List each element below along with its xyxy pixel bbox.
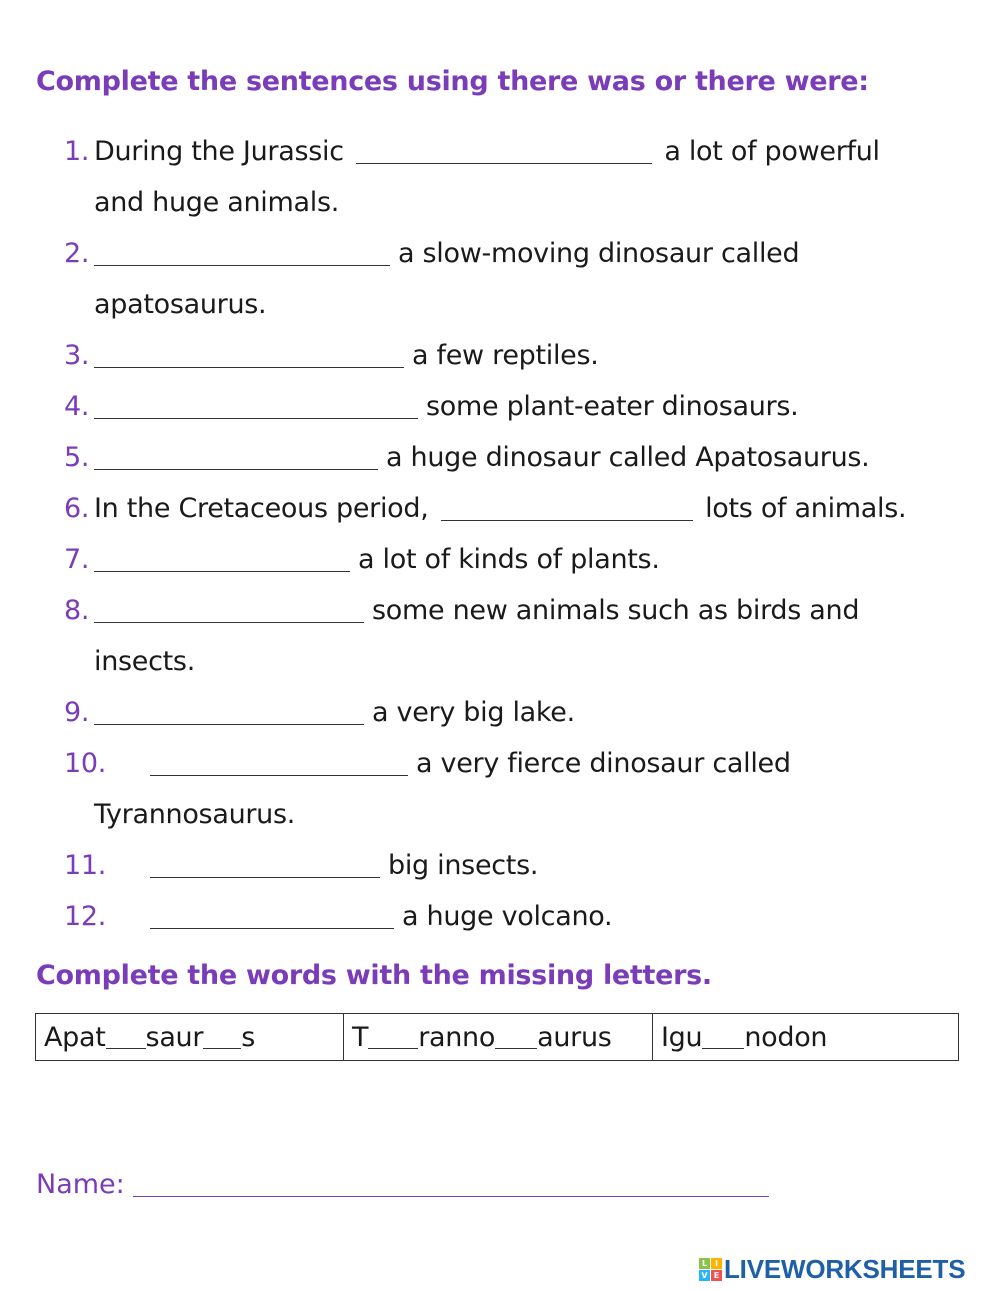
item-number: 8. bbox=[64, 595, 90, 626]
list-item bbox=[0, 687, 1000, 738]
item-number: 10. bbox=[64, 748, 107, 779]
section-title-sentences: Complete the sentences using there was or there were: bbox=[36, 66, 869, 97]
sentence-continuation: insects. bbox=[94, 646, 195, 677]
word-cell bbox=[653, 1014, 959, 1061]
list-item bbox=[0, 840, 1000, 891]
section-title-missing-letters: Complete the words with the missing letters. bbox=[36, 960, 712, 991]
item-number: 11. bbox=[64, 850, 107, 881]
answer-blank[interactable] bbox=[94, 592, 364, 623]
answer-blank[interactable] bbox=[94, 388, 418, 419]
answer-blank[interactable] bbox=[150, 898, 394, 929]
sentence-text: a lot of powerful bbox=[664, 136, 880, 167]
letter-blank[interactable] bbox=[702, 1022, 744, 1049]
answer-blank[interactable] bbox=[150, 745, 408, 776]
word-fragment: Apat bbox=[44, 1021, 106, 1053]
name-field bbox=[36, 1166, 769, 1200]
item-number: 4. bbox=[64, 391, 90, 422]
word-fragment: Igu bbox=[661, 1021, 703, 1053]
sentence-text: a few reptiles. bbox=[412, 340, 599, 371]
letter-blank[interactable] bbox=[495, 1022, 537, 1049]
item-number: 9. bbox=[64, 697, 90, 728]
sentence-text: some plant-eater dinosaurs. bbox=[426, 391, 799, 422]
logo-icon: L I V E bbox=[699, 1258, 722, 1281]
sentence-list bbox=[0, 126, 1000, 942]
item-number: 2. bbox=[64, 238, 90, 269]
item-number: 6. bbox=[64, 493, 90, 524]
answer-blank[interactable] bbox=[94, 694, 364, 725]
name-label: Name: bbox=[36, 1169, 125, 1200]
liveworksheets-logo bbox=[699, 1254, 965, 1285]
list-item bbox=[0, 738, 1000, 840]
list-item bbox=[0, 126, 1000, 228]
item-number: 3. bbox=[64, 340, 90, 371]
word-cell bbox=[36, 1014, 344, 1061]
answer-blank[interactable] bbox=[150, 847, 380, 878]
sentence-text: some new animals such as birds and bbox=[372, 595, 860, 626]
sentence-text: lots of animals. bbox=[705, 493, 907, 524]
sentence-text: In the Cretaceous period, bbox=[94, 493, 429, 524]
item-number: 7. bbox=[64, 544, 90, 575]
sentence-text: a very fierce dinosaur called bbox=[416, 748, 791, 779]
word-fragment: T bbox=[352, 1021, 369, 1053]
word-cell bbox=[344, 1014, 653, 1061]
answer-blank[interactable] bbox=[94, 235, 390, 266]
answer-blank[interactable] bbox=[94, 439, 378, 470]
sentence-text: a slow-moving dinosaur called bbox=[398, 238, 800, 269]
letter-blank[interactable] bbox=[203, 1022, 241, 1049]
word-fragment: ranno bbox=[418, 1021, 496, 1053]
item-number: 5. bbox=[64, 442, 90, 473]
logo-text: LIVEWORKSHEETS bbox=[724, 1254, 966, 1284]
word-fragment: nodon bbox=[744, 1021, 828, 1053]
letter-blank[interactable] bbox=[368, 1022, 418, 1049]
list-item bbox=[0, 381, 1000, 432]
sentence-continuation: Tyrannosaurus. bbox=[94, 799, 296, 830]
answer-blank[interactable] bbox=[94, 541, 350, 572]
answer-blank[interactable] bbox=[94, 337, 404, 368]
list-item bbox=[0, 483, 1000, 534]
sentence-continuation: apatosaurus. bbox=[94, 289, 267, 320]
sentence-text: a very big lake. bbox=[372, 697, 575, 728]
list-item bbox=[0, 228, 1000, 330]
word-fragment: s bbox=[241, 1021, 255, 1053]
name-input-line[interactable] bbox=[133, 1166, 769, 1197]
missing-letters-table bbox=[35, 1013, 959, 1061]
sentence-text: During the Jurassic bbox=[94, 136, 344, 167]
list-item bbox=[0, 534, 1000, 585]
sentence-text: a huge volcano. bbox=[402, 901, 613, 932]
list-item bbox=[0, 432, 1000, 483]
list-item bbox=[0, 585, 1000, 687]
letter-blank[interactable] bbox=[106, 1022, 146, 1049]
sentence-text: a huge dinosaur called Apatosaurus. bbox=[386, 442, 870, 473]
word-fragment: aurus bbox=[537, 1021, 612, 1053]
answer-blank[interactable] bbox=[356, 133, 652, 164]
sentence-text: big insects. bbox=[388, 850, 539, 881]
sentence-text: a lot of kinds of plants. bbox=[358, 544, 660, 575]
answer-blank[interactable] bbox=[441, 490, 693, 521]
sentence-continuation: and huge animals. bbox=[94, 187, 339, 218]
word-fragment: saur bbox=[145, 1021, 204, 1053]
list-item bbox=[0, 891, 1000, 942]
item-number: 1. bbox=[64, 136, 90, 167]
item-number: 12. bbox=[64, 901, 107, 932]
list-item bbox=[0, 330, 1000, 381]
